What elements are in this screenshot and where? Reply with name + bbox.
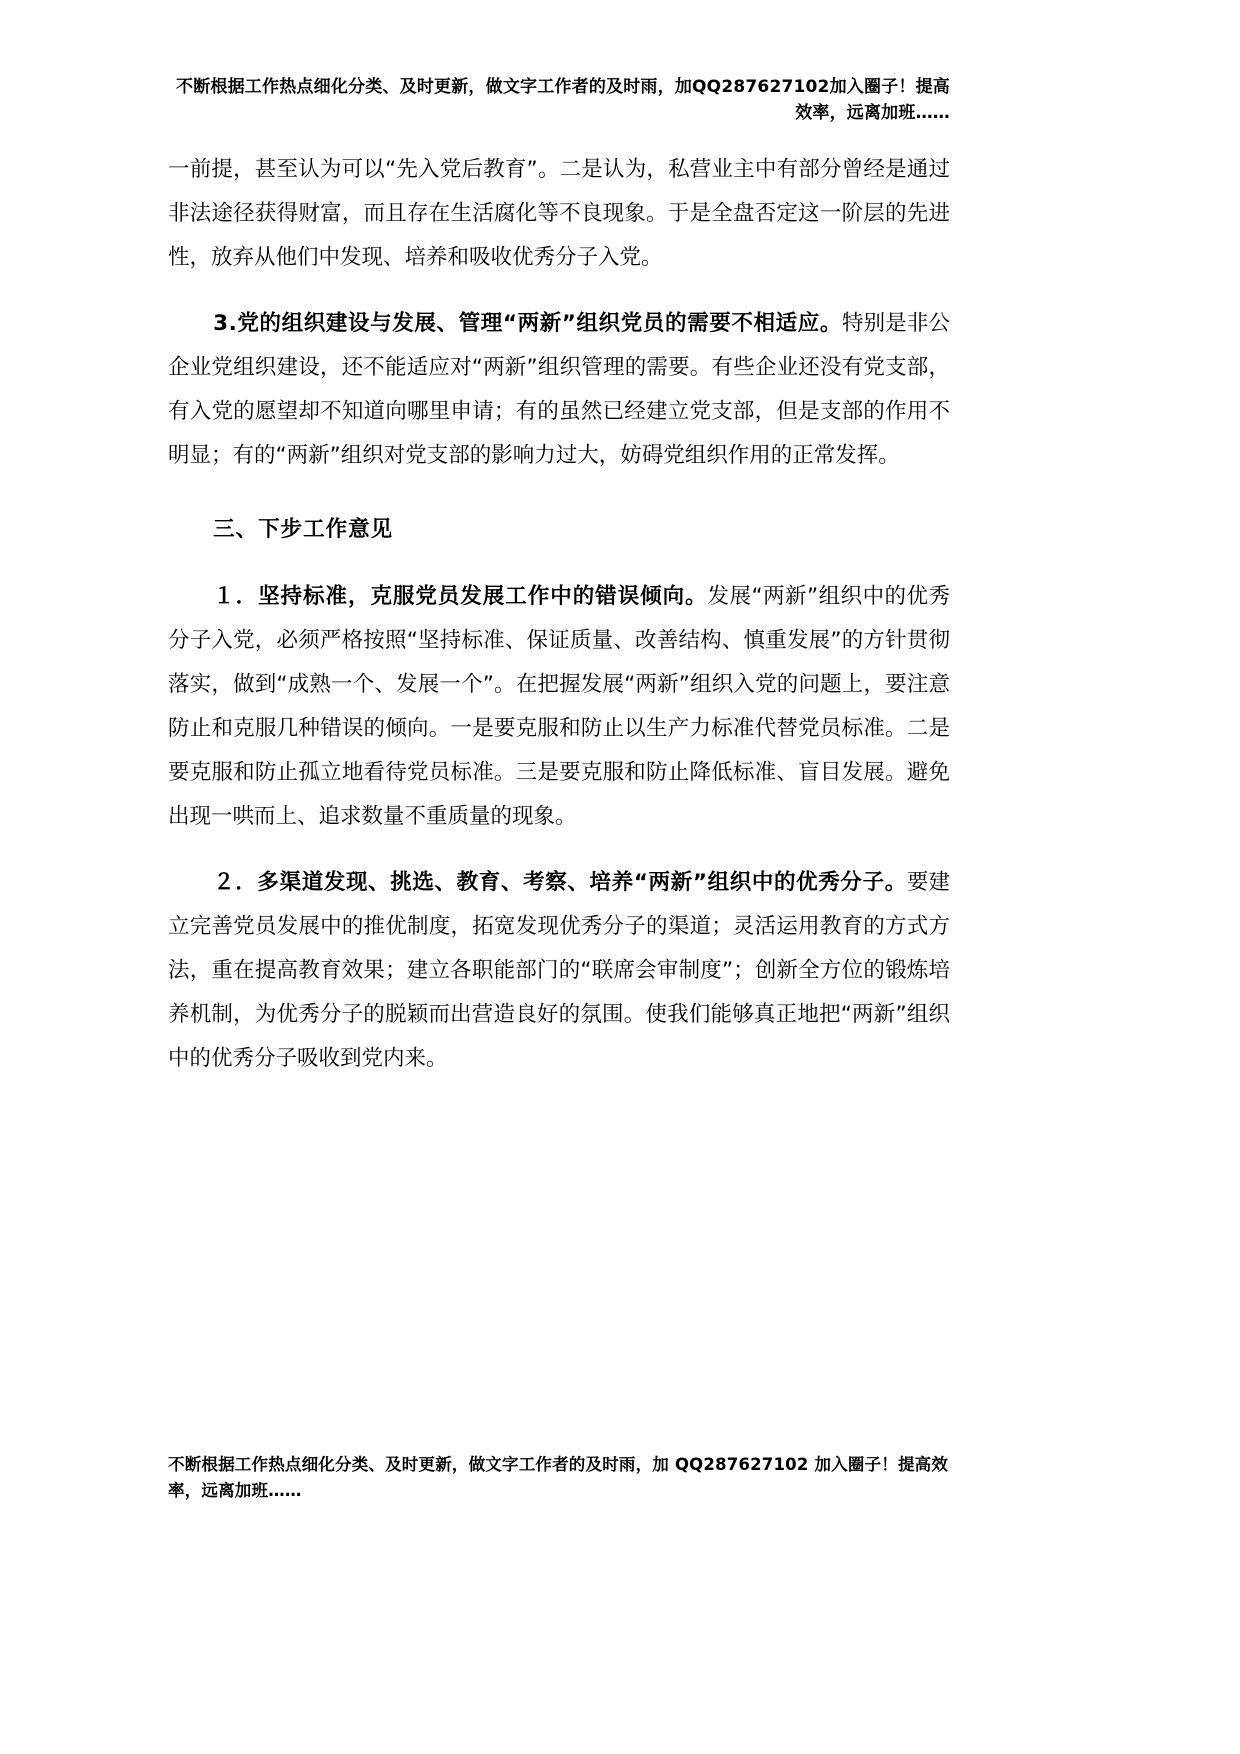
section-heading-three: 三、下步工作意见 (213, 517, 394, 543)
paragraph-continuation: 一前提，甚至认为可以“先入党后教育”。二是认为，私营业主中有部分曾经是通过非法途径获得财富，而且存在生活腐化等不良现象。于是全盘否定这一阶层的先进性，放弃从他们中发现、培养和吸收优秀分子入党。 (168, 157, 950, 271)
paragraph-item-2 (168, 861, 950, 1081)
item-1-text: 发展“两新”组织中的优秀分子入党，必须严格按照“坚持标准、保证质量、改善结构、慎重发展”的方针贯彻落实，做到“成熟一个、发展一个”。在把握发展“两新”组织入党的问题上，要注意防止和克服几种错误的倾向。一是要克服和防止以生产力标准代替党员标准。二是要克服和防止孤立地看待党员标准。三是要克服和防止降低标准、盲目发展。避免出现一哄而上、追求数量不重质量的现象。 (168, 583, 950, 829)
paragraph-item-1 (168, 575, 950, 839)
document-body (168, 148, 950, 1081)
point-3-bold-lead: 3.党的组织建设与发展、管理“两新”组织党员的需要不相适应。 (213, 311, 842, 337)
point-3-text: 特别是非公企业党组织建设，还不能适应对“两新”组织管理的需要。有些企业还没有党支部，有入党的愿望却不知道向哪里申请；有的虽然已经建立党支部，但是支部的作用不明显；有的“两新”组织对党支部的影响力过大，妨碍党组织作用的正常发挥。 (168, 311, 950, 469)
paragraph-point-3 (168, 302, 950, 478)
section-spacer (168, 478, 950, 508)
item-1-bold-lead: １．坚持标准，克服党员发展工作中的错误倾向。 (213, 583, 708, 609)
paragraph-spacer-2 (168, 839, 950, 861)
header-promo-note: 不断根据工作热点细化分类、及时更新，做文字工作者的及时雨，加QQ287627102加入圈子！提高效率，远离加班…… (176, 77, 950, 124)
footer-promo-note: 不断根据工作热点细化分类、及时更新，做文字工作者的及时雨，加 QQ287627102 加入圈子！提高效率，远离加班…… (168, 1455, 949, 1501)
item-2-bold-lead: ２．多渠道发现、挑选、教育、考察、培养“两新”组织中的优秀分子。 (213, 869, 907, 895)
item-2-text: 要建立完善党员发展中的推优制度，拓宽发现优秀分子的渠道；灵活运用教育的方式方法，重在提高教育效果；建立各职能部门的“联席会审制度”；创新全方位的锻炼培养机制，为优秀分子的脱颖而出营造良好的氛围。使我们能够真正地把“两新”组织中的优秀分子吸收到党内来。 (168, 869, 950, 1072)
paragraph-spacer (168, 280, 950, 302)
heading-spacer (168, 553, 950, 575)
